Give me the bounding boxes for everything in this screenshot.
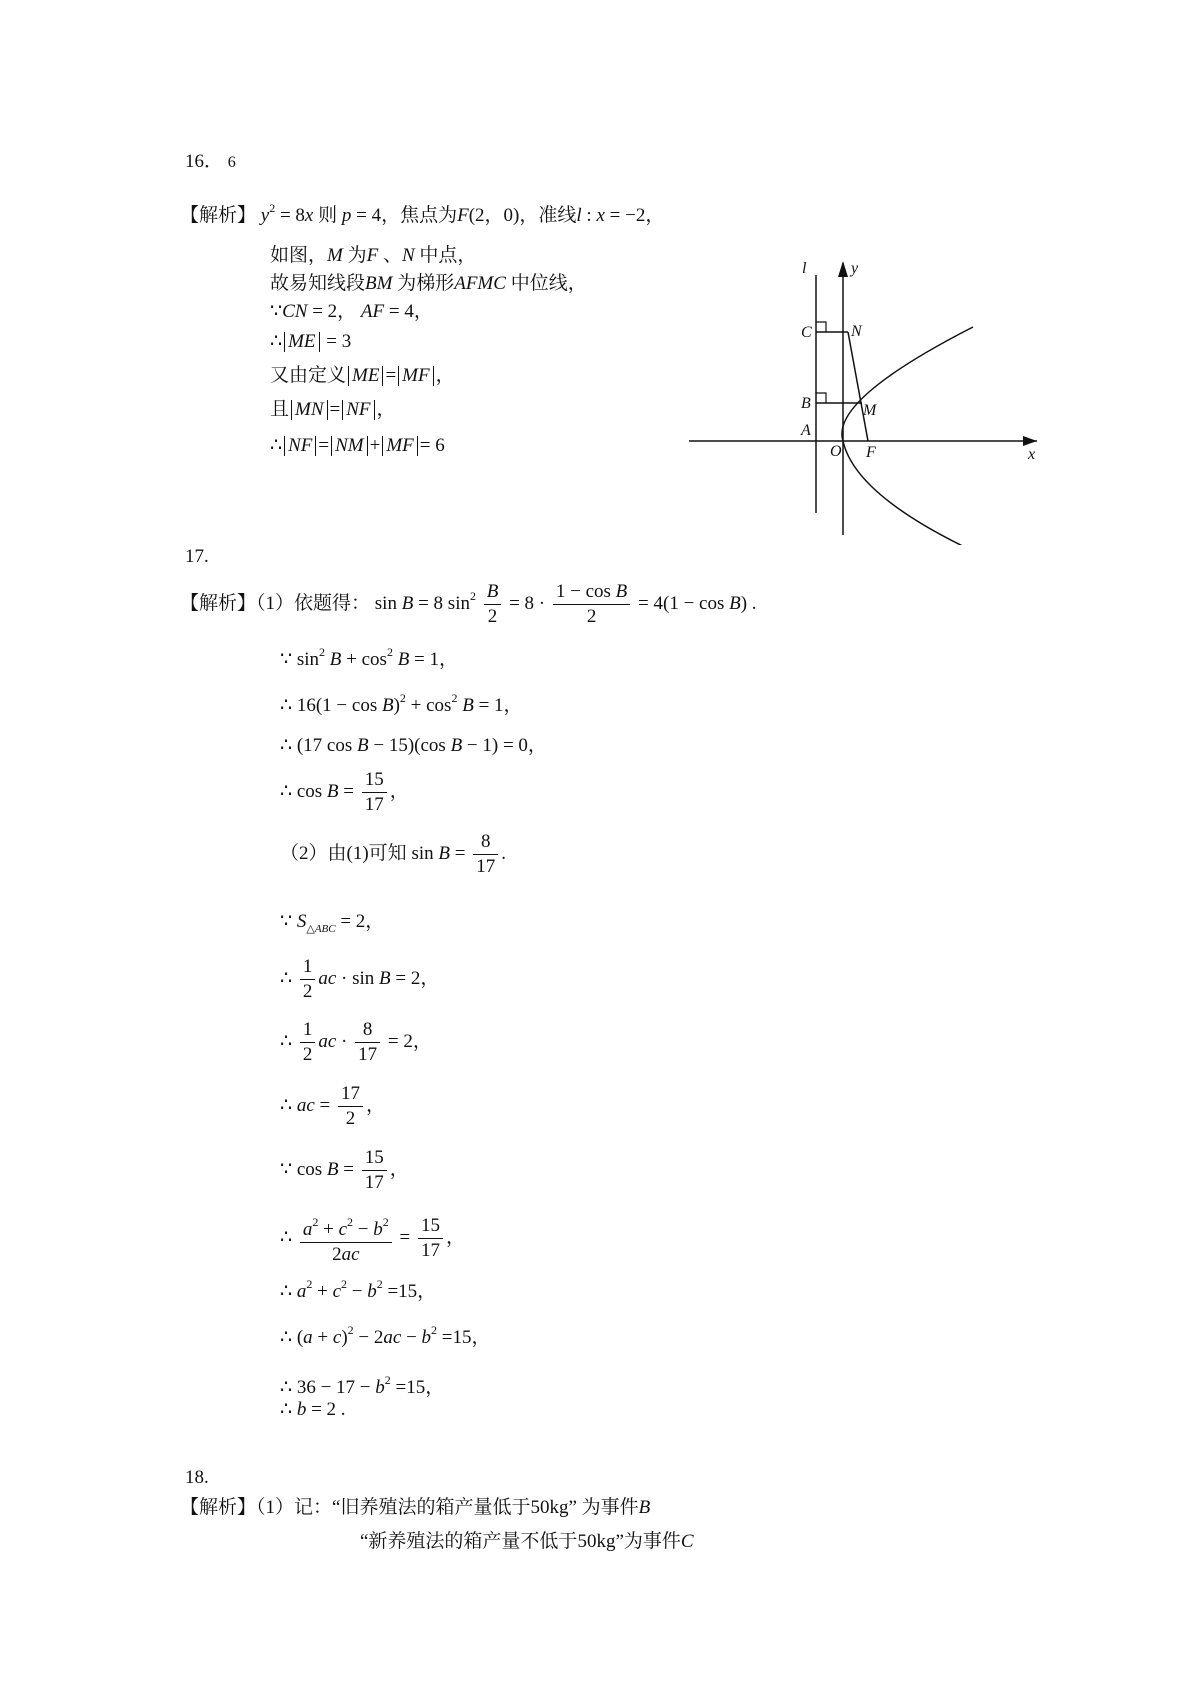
right-angle-b xyxy=(816,393,826,403)
p16-line-6: 又由定义 ME = MF ， xyxy=(270,365,455,386)
p16-line-1: 【解析】 $y^2 = 8x$ 则 p = 4，焦点为F(2，0)，准线l : x = −2， xyxy=(180,201,665,226)
p17-line-7: ∵ $S_{\triangle ABC} = 2$， xyxy=(280,911,385,935)
x-axis-arrow xyxy=(1023,436,1037,446)
p17-line-5: ∴ cos B = $\frac{15}{17}$ ， xyxy=(280,769,409,815)
problem-18-number: 18. xyxy=(185,1467,209,1488)
label-y: y xyxy=(851,260,859,277)
p16-line-8: ∴ NF = NM + MF = 6 xyxy=(270,435,445,456)
p17-line-16: ∴ b = 2 . xyxy=(280,1399,346,1420)
p17-line-14: ∴ $(a + c)^2 - 2ac - b^2 =15$， xyxy=(280,1323,491,1348)
problem-16-answer: 6 xyxy=(227,154,236,171)
p17-line-2: ∵ $\sin^2 B + \cos^2 B = 1$， xyxy=(280,645,459,670)
p18-line-1: 【解析】（1）记：“旧养殖法的箱产量低于50kg” 为事件B xyxy=(180,1497,651,1518)
p17-line-8: ∴ $\frac{1}{2}$ ac · sin B = 2， xyxy=(280,956,440,1002)
y-axis-arrow xyxy=(838,261,848,277)
p16-line-7: 且 MN = NF ， xyxy=(270,399,396,420)
label-o: O xyxy=(830,443,842,460)
p17-line-12: ∴ $\frac{a^2 + c^2 - b^2}{2ac}$ = $\frac{15}{17}$ ， xyxy=(280,1210,465,1267)
p18-line-2: “新养殖法的箱产量不低于50kg”为事件C xyxy=(360,1531,694,1552)
p17-line-3: ∴ $16(1 - \cos B)^2 + \cos^2 B = 1$， xyxy=(280,691,523,716)
label-l: l xyxy=(802,260,807,277)
segment-nf xyxy=(848,332,868,441)
p17-line-10: ∴ ac = $\frac{17}{2}$ ， xyxy=(280,1083,386,1129)
parabola-curve xyxy=(842,327,973,545)
parabola-figure xyxy=(685,255,1045,545)
problem-16-number: 16． 6 xyxy=(185,151,236,172)
p16-line-3: 故易知线段BM 为梯形AFMC 中位线， xyxy=(270,273,587,294)
p16-line-5: ∴ ME = 3 xyxy=(270,331,352,352)
p16-line-2: 如图，M 为F 、N 中点， xyxy=(270,245,477,266)
label-a: A xyxy=(801,422,811,439)
label-m: M xyxy=(863,402,877,419)
problem-17-number: 17. xyxy=(185,546,209,567)
p17-line-13: ∴ $a^2 + c^2 - b^2 =15$， xyxy=(280,1277,437,1302)
label-n: N xyxy=(851,323,862,340)
p17-line-1: 【解析】（1）依题得： sin B = 8 $\sin^2$ $\frac{B}{2}$ = 8 · $\frac{\text{1 − cos B}}{2}$ = 4(1 − cos B) . xyxy=(180,581,757,627)
p17-line-11: ∵ cos B = $\frac{15}{17}$ ， xyxy=(280,1147,409,1193)
p16-line-4: ∵CN = 2， AF = 4， xyxy=(270,301,433,322)
label-c: C xyxy=(801,324,812,341)
p17-line-9: ∴ $\frac{1}{2}$ ac · $\frac{8}{17}$ = 2， xyxy=(280,1019,432,1065)
label-b: B xyxy=(801,395,811,412)
label-x: x xyxy=(1028,446,1036,463)
right-angle-c xyxy=(816,322,826,332)
p17-part-2: （2）由(1)可知 sin B = $\frac{8}{17}$ . xyxy=(280,831,506,877)
p17-line-4: ∴ (17 cos B − 15)(cos B − 1) = 0， xyxy=(280,735,547,756)
label-f: F xyxy=(866,444,876,461)
p17-line-15: ∴ $36 - 17 - b^2 =15$， xyxy=(280,1373,445,1398)
